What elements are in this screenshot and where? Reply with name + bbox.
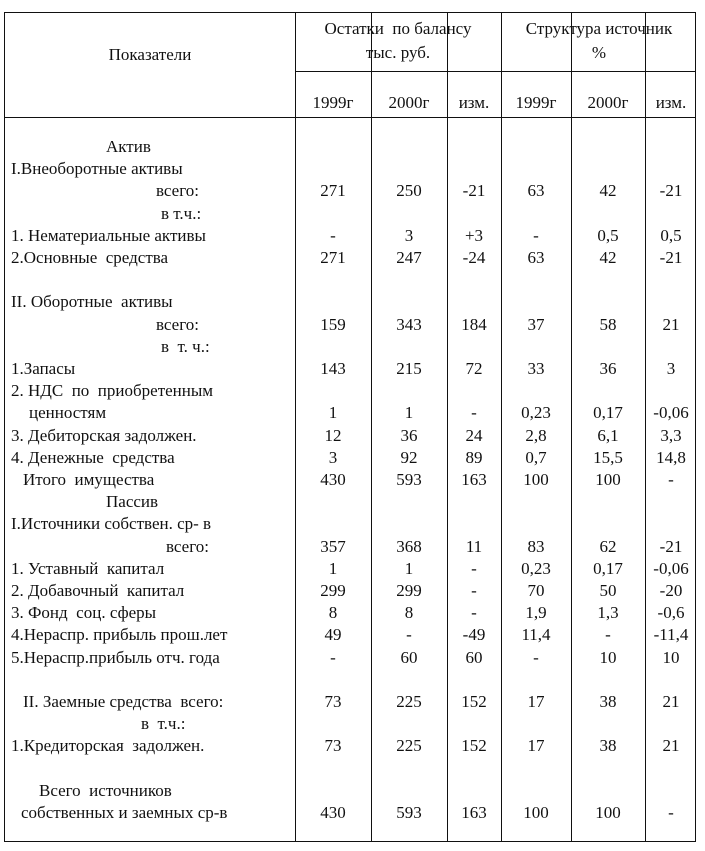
- table-cell: 14,8: [656, 447, 686, 467]
- table-cell: -: [533, 225, 539, 245]
- table-cell: 60: [400, 647, 418, 667]
- table-cell: -24: [462, 248, 486, 267]
- table-cell: -21: [462, 181, 486, 201]
- table-cell: 1: [328, 403, 338, 423]
- table-cell: 143: [320, 359, 346, 378]
- table-cell: 299: [396, 581, 422, 600]
- table-cell: 215: [396, 359, 422, 378]
- table-cell: 1: [404, 558, 414, 578]
- table-cell: -0,6: [657, 603, 685, 623]
- table-cell: 3: [404, 225, 414, 245]
- table-cell: -: [471, 603, 477, 623]
- table-cell: 11: [465, 536, 483, 556]
- table-cell: 17: [527, 692, 545, 711]
- table-cell: 430: [320, 803, 346, 822]
- table-cell: 24: [465, 425, 483, 445]
- table-cell: 2,8: [525, 425, 547, 445]
- table-cell: 1,9: [525, 603, 547, 623]
- table-cell: 42: [599, 181, 617, 201]
- table-cell: 58: [599, 314, 617, 334]
- row-label: 2. Добавочный капитал: [11, 581, 185, 600]
- table-cell: -0,06: [653, 403, 689, 423]
- row-label: 4. Денежные средства: [11, 447, 175, 467]
- table-cell: -11,4: [653, 625, 689, 645]
- header-indicators: Показатели: [108, 45, 192, 64]
- table-cell: 100: [523, 470, 549, 489]
- row-label: всего:: [156, 181, 199, 201]
- row-label: Всего источников: [39, 780, 172, 800]
- table-cell: 21: [662, 736, 680, 756]
- table-cell: 225: [396, 736, 422, 756]
- header-balance-title: Остатки по балансу: [324, 19, 472, 38]
- table-cell: 33: [527, 359, 545, 378]
- table-cell: -: [471, 403, 477, 423]
- table-cell: -21: [659, 248, 683, 267]
- table-cell: 63: [527, 181, 545, 201]
- table-cell: 163: [461, 470, 487, 489]
- table-cell: +3: [464, 225, 484, 245]
- table-cell: 430: [320, 470, 346, 489]
- table-cell: 36: [599, 359, 617, 378]
- row-label: в т.ч.:: [161, 203, 202, 223]
- table-cell: 0,23: [521, 558, 551, 578]
- table-cell: 11,4: [521, 625, 551, 645]
- table-cell: 250: [396, 181, 422, 201]
- row-label: 2. НДС по приобретенным: [11, 381, 214, 401]
- table-cell: 3,3: [660, 425, 682, 445]
- table-cell: 38: [599, 692, 617, 711]
- table-cell: 159: [320, 314, 346, 334]
- table-cell: 3: [328, 447, 338, 467]
- table-cell: 92: [400, 447, 418, 467]
- row-label: 1.Кредиторская задолжен.: [11, 736, 205, 756]
- table-cell: 100: [595, 470, 621, 489]
- table-cell: 10: [599, 647, 617, 667]
- header-bottom-line: [5, 117, 695, 118]
- table-cell: 1,3: [597, 603, 619, 623]
- row-label: 4.Нераспр. прибыль прош.лет: [11, 625, 228, 645]
- header-col-change-structure: изм.: [655, 93, 687, 112]
- table-cell: -49: [462, 625, 486, 645]
- table-cell: 70: [527, 581, 545, 600]
- table-cell: 593: [396, 470, 422, 489]
- table-cell: 271: [320, 181, 346, 201]
- header-balance-unit: тыс. руб.: [365, 43, 431, 62]
- table-cell: 21: [662, 692, 680, 711]
- table-cell: -: [471, 581, 477, 600]
- table-cell: 12: [324, 425, 342, 445]
- row-label: I.Источники собствен. ср- в: [11, 514, 212, 534]
- row-label: 1.Запасы: [11, 359, 76, 378]
- row-label: всего:: [166, 536, 209, 556]
- header-col-2000-balance: 2000г: [388, 93, 430, 112]
- table-cell: 6,1: [597, 425, 619, 445]
- table-cell: -: [668, 470, 674, 489]
- table-cell: 89: [465, 447, 483, 467]
- row-label: Итого имущества: [23, 470, 155, 489]
- table-cell: -: [406, 625, 412, 645]
- header-col-2000-structure: 2000г: [587, 93, 629, 112]
- table-cell: -: [533, 647, 539, 667]
- table-cell: 0,5: [597, 225, 619, 245]
- table-cell: 42: [599, 248, 617, 267]
- row-label: 3. Фонд соц. сферы: [11, 603, 157, 623]
- table-cell: 593: [396, 803, 422, 822]
- table-cell: 0,7: [525, 447, 547, 467]
- table-cell: 73: [324, 736, 342, 756]
- row-label: I.Внеоборотные активы: [11, 159, 183, 179]
- table-cell: 49: [324, 625, 342, 645]
- table-cell: 83: [527, 536, 545, 556]
- table-cell: 299: [320, 581, 346, 600]
- row-label: II. Заемные средства всего:: [23, 692, 224, 711]
- table-cell: 1: [404, 403, 414, 423]
- table-cell: 343: [396, 314, 422, 334]
- table-cell: 38: [599, 736, 617, 756]
- row-label: всего:: [156, 314, 199, 334]
- table-cell: 50: [599, 581, 617, 600]
- table-cell: 15,5: [593, 447, 623, 467]
- table-cell: 0,17: [593, 403, 623, 423]
- row-label: Актив: [106, 137, 151, 156]
- row-label: 5.Нераспр.прибыль отч. года: [11, 647, 220, 667]
- table-cell: -: [330, 647, 336, 667]
- table-cell: 37: [527, 314, 545, 334]
- table-cell: 152: [461, 736, 487, 756]
- table-cell: 152: [461, 692, 487, 711]
- row-label: в т.ч.:: [141, 714, 186, 734]
- table-cell: 357: [320, 536, 346, 556]
- row-label: 2.Основные средства: [11, 248, 169, 267]
- table-cell: -21: [659, 181, 683, 201]
- table-cell: -21: [659, 536, 683, 556]
- table-cell: 225: [396, 692, 422, 711]
- header-col-1999-structure: 1999г: [515, 93, 557, 112]
- table-cell: 0,17: [593, 558, 623, 578]
- table-cell: 163: [461, 803, 487, 822]
- table-cell: 10: [662, 647, 680, 667]
- table-cell: 62: [599, 536, 617, 556]
- row-label: ценностям: [29, 403, 107, 423]
- table-cell: 21: [662, 314, 680, 334]
- table-cell: 100: [595, 803, 621, 822]
- table-cell: 1: [328, 558, 338, 578]
- header-divider: [295, 71, 695, 72]
- header-structure-unit: %: [591, 43, 607, 62]
- balance-table: [4, 12, 696, 842]
- table-cell: 100: [523, 803, 549, 822]
- table-cell: 17: [527, 736, 545, 756]
- row-label: собственных и заемных ср-в: [21, 803, 228, 822]
- table-cell: -20: [659, 581, 683, 600]
- table-cell: 0,23: [521, 403, 551, 423]
- header-col-change-balance: изм.: [458, 93, 490, 112]
- row-label: 3. Дебиторская задолжен.: [11, 425, 197, 445]
- table-cell: 184: [461, 314, 487, 334]
- table-cell: -: [330, 225, 336, 245]
- row-label: II. Оборотные активы: [11, 292, 173, 312]
- table-cell: -: [471, 558, 477, 578]
- table-cell: 247: [396, 248, 422, 267]
- header-col-1999-balance: 1999г: [312, 93, 354, 112]
- table-cell: 8: [328, 603, 338, 623]
- row-label: 1. Уставный капитал: [11, 558, 165, 578]
- table-cell: 73: [324, 692, 342, 711]
- table-cell: -: [668, 803, 674, 822]
- row-label: 1. Нематериальные активы: [11, 225, 206, 245]
- table-cell: 0,5: [660, 225, 682, 245]
- table-cell: -0,06: [653, 558, 689, 578]
- table-cell: 368: [396, 536, 422, 556]
- table-cell: -: [605, 625, 611, 645]
- row-label: Пассив: [106, 492, 159, 512]
- table-cell: 8: [404, 603, 414, 623]
- table-cell: 72: [465, 359, 483, 378]
- row-label: в т. ч.:: [161, 336, 210, 356]
- table-cell: 36: [400, 425, 418, 445]
- table-cell: 271: [320, 248, 346, 267]
- table-cell: 63: [527, 248, 545, 267]
- header-structure-title: Структура источник: [525, 19, 673, 38]
- table-cell: 3: [666, 359, 676, 378]
- table-cell: 60: [465, 647, 483, 667]
